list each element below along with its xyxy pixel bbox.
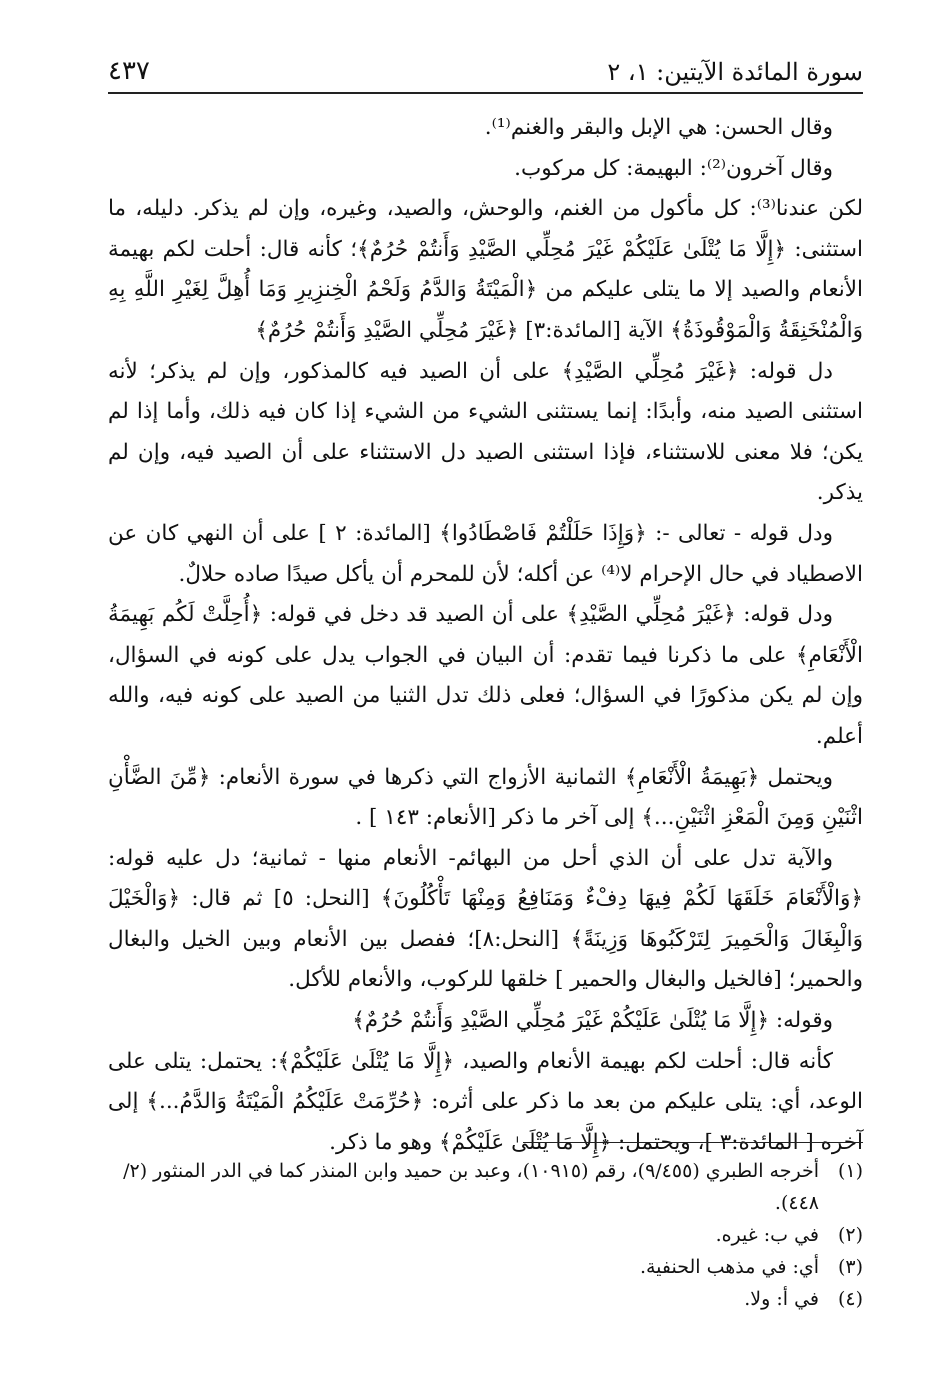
footnote [108,1251,863,1283]
footnote-number: (٢) [837,1224,863,1246]
paragraph: وقوله: ﴿إِلَّا مَا يُتْلَىٰ عَلَيْكُمْ غَيْرَ مُحِلِّي الصَّيْدِ وَأَنتُمْ حُرُمٌ﴾ [352,1008,833,1034]
paragraph: لكن عندنا⁽³⁾: كل مأكول من الغنم، والوحش، والصيد، وغيره، وإن لم يذكر. دليله، ما استثنى: ﴿إِلَّا مَا يُتْلَىٰ عَلَيْكُمْ غَيْرَ مُحِلِّي الصَّيْدِ وَأَنتُمْ حُرُمٌ﴾؛ كأنه قال: أحلت لكم بهيمة الأنعام والصيد إلا ما يتلى عليكم من ﴿الْمَيْتَةُ وَالدَّمُ وَلَحْمُ الْخِنزِيرِ وَمَا أُهِلَّ لِغَيْرِ اللَّهِ بِهِ وَالْمُنْخَنِقَةُ وَالْمَوْقُوذَةُ﴾ الآية [المائدة:٣] ﴿غَيْرَ مُحِلِّي الصَّيْدِ وَأَنتُمْ حُرُمٌ﴾ [108,196,864,343]
footnote-number: (١) [837,1160,863,1182]
footnote-text: أي: في مذهب الحنفية. [639,1256,819,1278]
running-title: سورة المائدة الآيتين: ١، ٢ [607,58,863,86]
paragraph: كأنه قال: أحلت لكم بهيمة الأنعام والصيد، ﴿إِلَّا مَا يُتْلَىٰ عَلَيْكُمْ﴾: يحتمل: يتلى على الوعد، أي: يتلى عليكم من بعد ما ذكر على أثره: ﴿حُرِّمَتْ عَلَيْكُمُ الْمَيْتَةُ وَالدَّمُ...﴾ إلى آخره [ المائدة:٣ ]، ويحتمل: ﴿إِلَّا مَا يُتْلَىٰ عَلَيْكُمْ﴾ وهو ما ذكر. [108,1048,863,1155]
footnote-text: أخرجه الطبري (٩/٤٥٥)، رقم (١٠٩١٥)، وعبد بن حميد وابن المنذر كما في الدر المنثور (٢/ ٤٤٨). [123,1160,819,1214]
footnote [108,1155,863,1219]
paragraph: ودل قوله: ﴿غَيْرَ مُحِلِّي الصَّيْدِ﴾ على أن الصيد قد دخل في قوله: ﴿أُحِلَّتْ لَكُم بَهِيمَةُ الْأَنْعَامِ﴾ على ما ذكرنا فيما تقدم: أن البيان في الجواب يدل على كونه في السؤال، وإن لم يكن مذكورًا في السؤال؛ فعلى ذلك تدل الثنيا من الصيد على كونه فيه، والله أعلم. [108,602,863,749]
paragraph: ويحتمل ﴿بَهِيمَةُ الْأَنْعَامِ﴾ الثمانية الأزواج التي ذكرها في سورة الأنعام: ﴿مِّنَ الضَّأْنِ اثْنَيْنِ وَمِنَ الْمَعْزِ اثْنَيْنِ...﴾ إلى آخر ما ذكر [الأنعام: ١٤٣ ] . [108,764,863,831]
footnote [108,1219,863,1251]
paragraph: والآية تدل على أن الذي أحل من البهائم- الأنعام منها - ثمانية؛ دل عليه قوله: ﴿وَالْأَنْعَامَ خَلَقَهَا لَكُمْ فِيهَا دِفْءٌ وَمَنَافِعُ وَمِنْهَا تَأْكُلُونَ﴾ [النحل: ٥] ثم قال: ﴿وَالْخَيْلَ وَالْبِغَالَ وَالْحَمِيرَ لِتَرْكَبُوهَا وَزِينَةً﴾ [النحل:٨]؛ ففصل بين الأنعام وبين الخيل والبغال والحمير؛ [فالخيل والبغال والحمير ] خلقها للركوب، والأنعام للأكل. [108,845,864,993]
footnote-number: (٤) [837,1288,863,1310]
paragraph: دل قوله: ﴿غَيْرَ مُحِلِّي الصَّيْدِ﴾ على أن الصيد فيه كالمذكور، وإن لم يذكر؛ لأنه استثنى الصيد منه، وأبدًا: إنما يستثنى الشيء من الشيء إذا كان فيه ذلك، وأما إذا لم يكن؛ فلا معنى للاستثناء، فإذا استثنى الصيد دل الاستثناء على أن الصيد فيه، وإن لم يذكر. [108,358,863,506]
page-header [108,50,863,94]
paragraph: وقال آخرون⁽²⁾: البهيمة: كل مركوب. [514,155,833,181]
footnote-text: في ب: غيره. [715,1224,819,1246]
footnote-text: في أ: ولا. [744,1288,819,1310]
page-number: ٤٣٧ [108,56,150,86]
footnote-number: (٣) [837,1256,863,1278]
paragraph: ودل قوله - تعالى -: ﴿وَإِذَا حَلَلْتُمْ فَاصْطَادُوا﴾ [المائدة: ٢ ] على أن النهي كان عن الاصطياد في حال الإحرام لا⁽⁴⁾ عن أكله؛ لأن للمحرم أن يأكل صيدًا صاده حلالٌ. [108,520,863,587]
paragraph: وقال الحسن: هي الإبل والبقر والغنم⁽¹⁾. [484,115,833,140]
footnote-separator [523,1142,863,1143]
main-text [108,108,863,1163]
footnote [108,1283,863,1315]
footnotes [108,1155,863,1315]
